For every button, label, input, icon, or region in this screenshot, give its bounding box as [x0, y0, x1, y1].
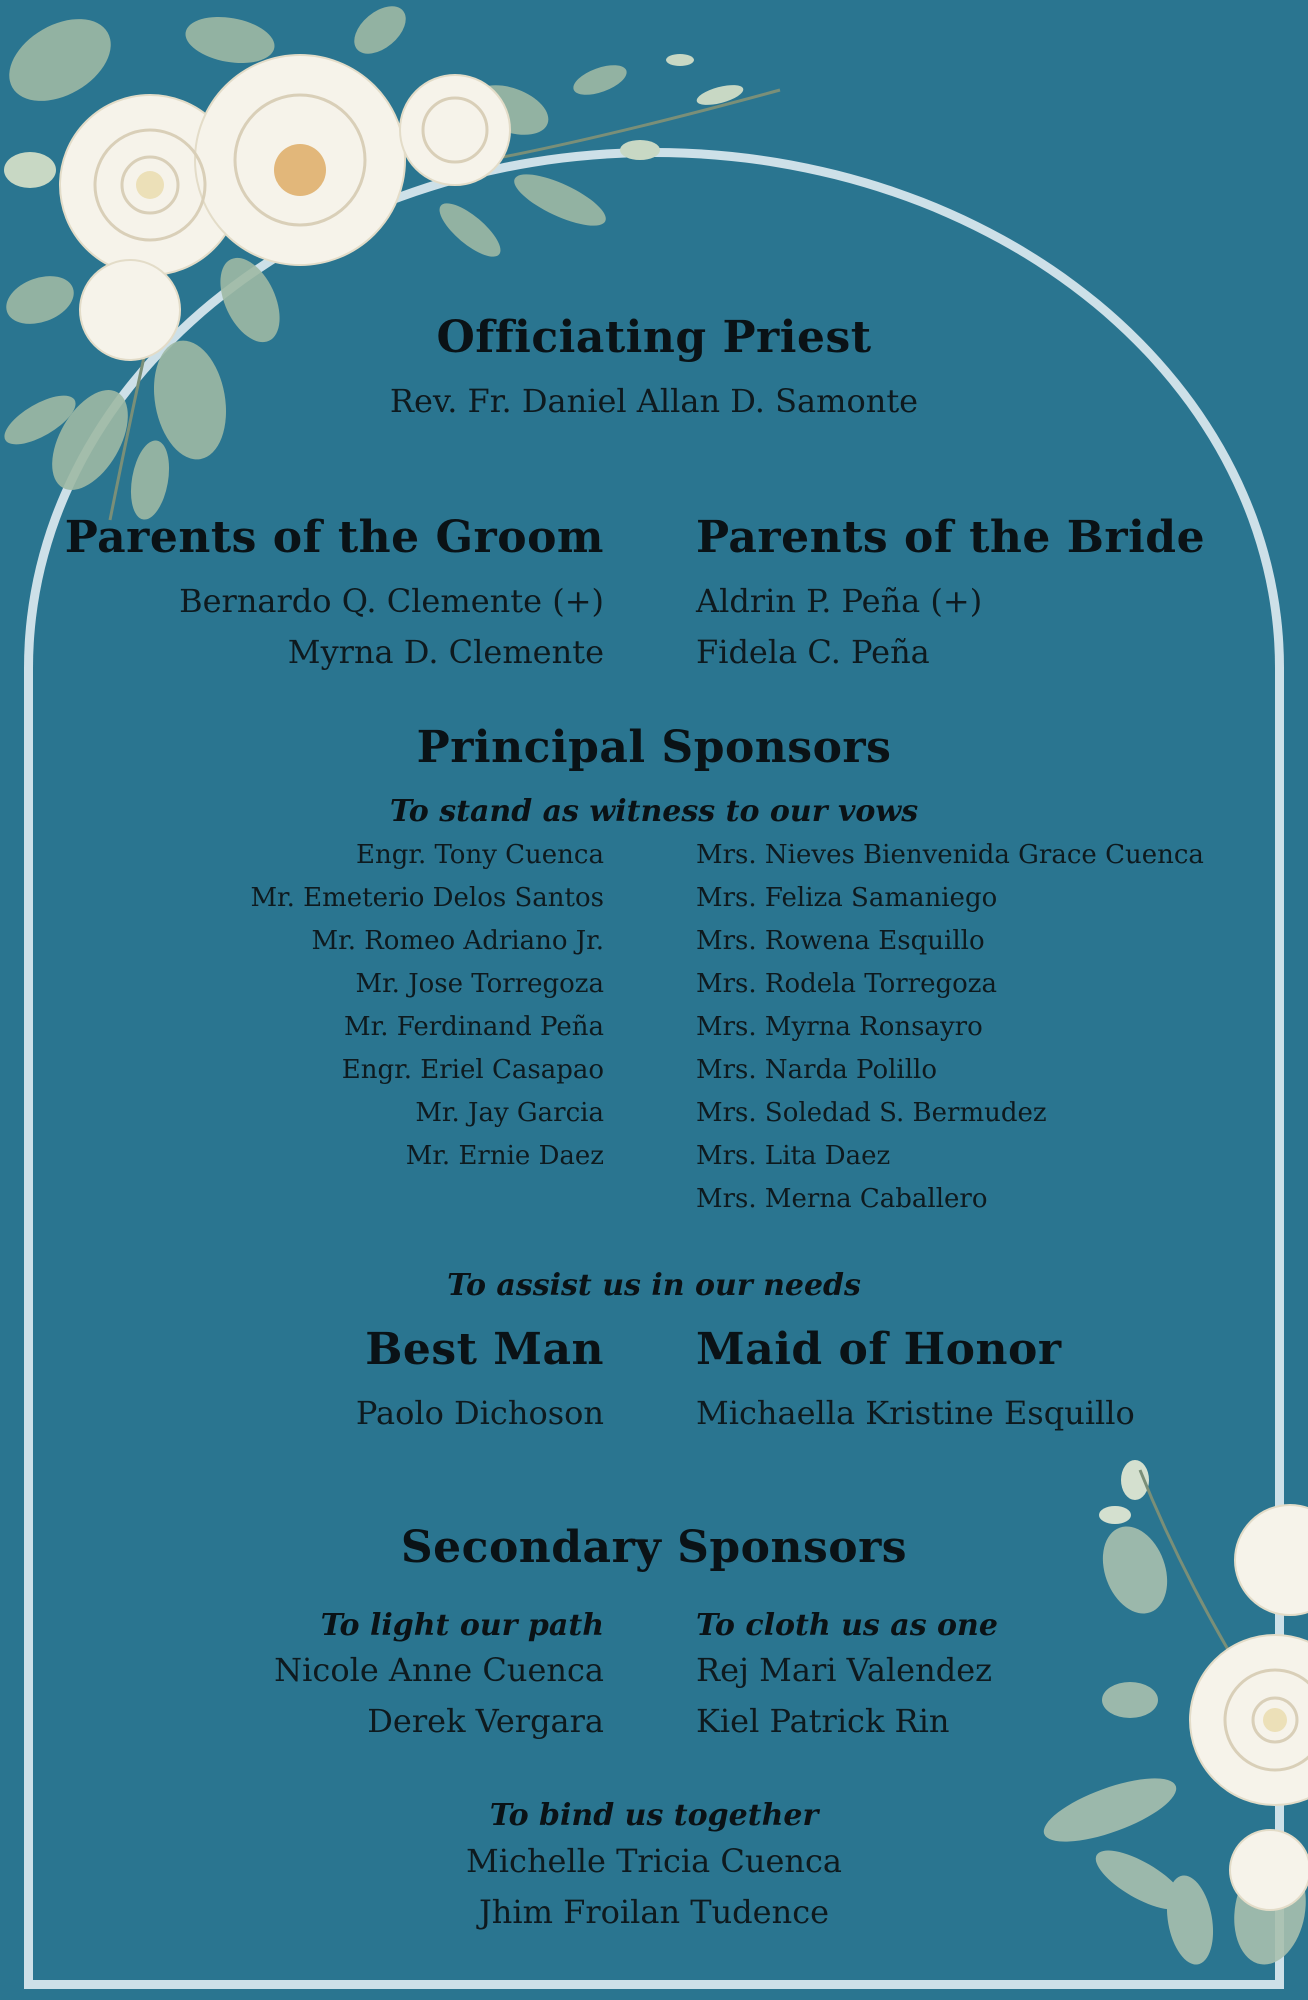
best-man-name: Paolo Dichoson [355, 1394, 604, 1432]
list-item: Mrs. Narda Polillo [696, 1055, 938, 1085]
list-item: Mrs. Nieves Bienvenida Grace Cuenca [696, 840, 1204, 870]
list-item: Mrs. Rowena Esquillo [696, 926, 985, 956]
bind-together-subtitle: To bind us together [489, 1798, 819, 1833]
secondary-sponsors-heading: Secondary Sponsors [400, 1522, 908, 1573]
list-item: Engr. Eriel Casapao [341, 1055, 604, 1085]
list-item: Mr. Jay Garcia [415, 1098, 604, 1128]
maid-of-honor-name: Michaella Kristine Esquillo [696, 1394, 1135, 1432]
list-item: Jhim Froilan Tudence [478, 1893, 830, 1931]
principal-sponsors-right-list [696, 834, 1204, 1221]
principal-sponsors-left-list [250, 834, 604, 1178]
list-item: Mr. Romeo Adriano Jr. [311, 926, 604, 956]
bride-parents-heading: Parents of the Bride [696, 512, 1206, 563]
list-item: Derek Vergara [367, 1702, 604, 1740]
list-item: Bernardo Q. Clemente (+) [179, 582, 604, 620]
officiating-priest-name: Rev. Fr. Daniel Allan D. Samonte [389, 382, 919, 420]
list-item: Mr. Jose Torregoza [355, 969, 604, 999]
groom-parents-list [179, 576, 604, 678]
list-item: Myrna D. Clemente [287, 633, 604, 671]
groom-parents-heading: Parents of the Groom [64, 512, 604, 563]
bride-parents-list [696, 576, 982, 678]
list-item: Mr. Ferdinand Peña [344, 1012, 604, 1042]
principal-sponsors-subtitle: To stand as witness to our vows [389, 794, 919, 829]
list-item: Mrs. Merna Caballero [696, 1184, 988, 1214]
cloth-us-list [696, 1645, 992, 1747]
list-item: Mrs. Rodela Torregoza [696, 969, 997, 999]
list-item: Mrs. Myrna Ronsayro [696, 1012, 983, 1042]
light-path-list [274, 1645, 604, 1747]
cloth-us-subtitle: To cloth us as one [696, 1608, 998, 1643]
bind-together-list [0, 1836, 1308, 1938]
list-item: Rej Mari Valendez [696, 1651, 992, 1689]
list-item: Mr. Emeterio Delos Santos [250, 883, 604, 913]
list-item: Kiel Patrick Rin [696, 1702, 950, 1740]
maid-of-honor-heading: Maid of Honor [696, 1324, 1062, 1375]
list-item: Mrs. Lita Daez [696, 1141, 891, 1171]
list-item: Engr. Tony Cuenca [356, 840, 604, 870]
best-man-heading: Best Man [365, 1324, 604, 1375]
principal-sponsors-heading: Principal Sponsors [416, 722, 892, 773]
list-item: Nicole Anne Cuenca [274, 1651, 604, 1689]
list-item: Fidela C. Peña [696, 633, 930, 671]
assist-subtitle: To assist us in our needs [447, 1268, 861, 1303]
list-item: Mr. Ernie Daez [405, 1141, 604, 1171]
list-item: Mrs. Feliza Samaniego [696, 883, 998, 913]
top-left-flowers-decoration [0, 0, 800, 560]
officiating-priest-heading: Officiating Priest [436, 312, 872, 363]
light-path-subtitle: To light our path [320, 1608, 604, 1643]
list-item: Aldrin P. Peña (+) [696, 582, 983, 620]
list-item: Michelle Tricia Cuenca [466, 1842, 842, 1880]
list-item: Mrs. Soledad S. Bermudez [696, 1098, 1047, 1128]
